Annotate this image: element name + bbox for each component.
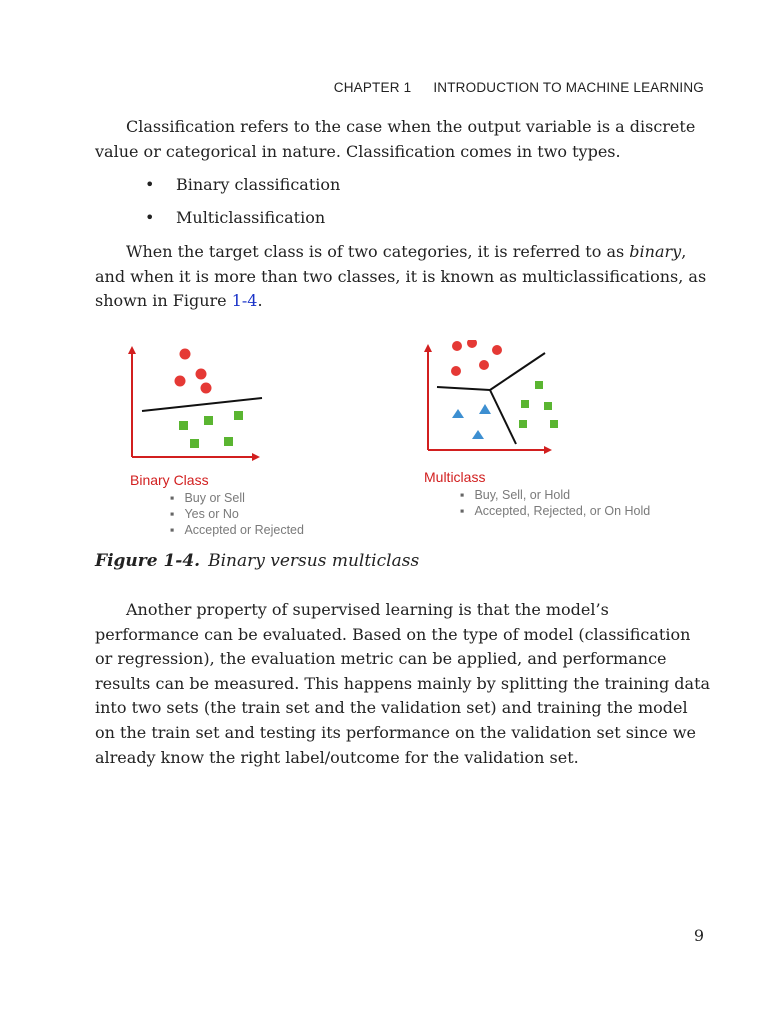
figure-link[interactable]: 1-4 [231,291,258,311]
para3-line: already know the right label/outcome for the validation set. [95,747,579,767]
binary-plot [128,346,262,461]
bullet-dot: • [145,208,155,227]
multiclass-plot [424,340,558,454]
green-square-point [224,437,233,446]
page-number: 9 [693,926,704,945]
multiclass-list [460,487,650,519]
binary-class-item: ▪ Yes or No [170,506,304,522]
figure-caption-text: Binary versus multiclass [208,551,420,571]
binary-x-arrow [252,453,260,461]
green-square-point [234,411,243,420]
para2-line-2: and when it is more than two classes, it is known as multiclassifications, as [95,266,707,286]
bullet-text: Multiclassification [176,208,326,227]
red-circle-point [175,376,186,387]
chapter-label: CHAPTER 1 [333,80,412,95]
green-square-point [550,420,558,428]
red-circle-point [196,369,207,380]
binary-class-item: ▪ Accepted or Rejected [170,522,304,538]
red-circle-point [180,349,191,360]
para2-line-1: When the target class is of two categories, it is referred to as [126,242,630,261]
chapter-title: INTRODUCTION TO MACHINE LEARNING [433,80,704,95]
multi-x-arrow [544,446,552,454]
binary-class-title: Binary Class [130,472,209,488]
running-header [334,80,704,95]
evaluation-paragraph [95,598,715,770]
intro-line-2: value or categorical in nature. Classification comes in two types. [95,141,621,161]
green-square-point [204,416,213,425]
green-square-point [544,402,552,410]
red-circle-point [451,366,461,376]
figure-caption [95,551,419,571]
multiclass-item: ▪ Buy, Sell, or Hold [460,487,650,503]
bullet-item [145,173,340,197]
binary-class-list [170,490,304,538]
green-square-point [179,421,188,430]
green-square-point [190,439,199,448]
bullet-item [145,206,325,230]
intro-paragraph [95,115,715,164]
green-square-point [535,381,543,389]
green-square-point [519,420,527,428]
para3-line: Another property of supervised learning is that the model’s [126,600,609,619]
multi-boundary-left [437,387,490,390]
para2-comma: , [681,242,687,261]
binary-boundary [142,398,262,411]
binary-class-item: ▪ Buy or Sell [170,490,304,506]
bullet-dot: • [145,175,155,194]
para3-line: or regression), the evaluation metric can be applied, and performance [95,649,667,669]
binary-paragraph [95,240,715,314]
blue-triangle-point [472,430,484,439]
multiclass-title: Multiclass [424,469,486,485]
para3-line: results can be measured. This happens mainly by splitting the training data [95,673,711,693]
figure-1-4 [120,340,680,540]
para3-line: performance can be evaluated. Based on the type of model (classification [95,624,691,644]
multi-y-arrow [424,344,432,352]
multiclass-item: ▪ Accepted, Rejected, or On Hold [460,503,650,519]
red-circle-point [479,360,489,370]
binary-y-arrow [128,346,136,354]
figure-number: Figure 1-4. [95,551,201,571]
multi-boundary-down [490,390,516,444]
para2-line-3: shown in Figure [95,291,232,311]
green-square-point [521,400,529,408]
para2-period: . [257,291,263,311]
blue-triangle-point [479,404,491,414]
para3-line: into two sets (the train set and the validation set) and training the model [95,698,688,718]
bullet-text: Binary classification [176,175,341,194]
red-circle-point [452,341,462,351]
para3-line: on the train set and testing its performance on the validation set since we [95,722,697,742]
red-circle-point [467,340,477,348]
intro-line-1: Classification refers to the case when the output variable is a discrete [126,117,696,136]
red-circle-point [492,345,502,355]
blue-triangle-point [452,409,464,418]
binary-term: binary [629,242,682,261]
red-circle-point [201,383,212,394]
figure-plots [120,340,680,480]
